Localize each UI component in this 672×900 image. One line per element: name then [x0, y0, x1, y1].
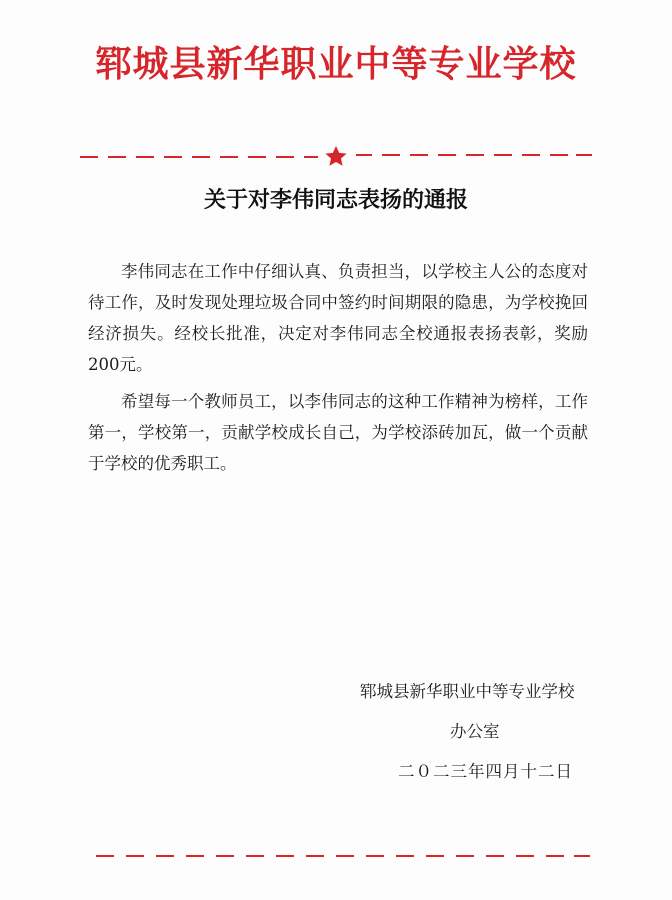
notice-body	[88, 256, 588, 485]
signature-department: 办公室	[450, 722, 500, 741]
body-paragraph: 李伟同志在工作中仔细认真、负责担当，以学校主人公的态度对待工作，及时发现处理垃圾合同中签约时间期限的隐患，为学校挽回经济损失。经校长批准，决定对李伟同志全校通报表扬表彰，奖励200元。	[88, 262, 588, 374]
red-divider-top	[80, 146, 592, 166]
signature-date: 二０二三年四月十二日	[398, 762, 573, 781]
masthead-school-name: 郓城县新华职业中等专业学校	[95, 44, 577, 85]
signature-organization: 郓城县新华职业中等专业学校	[360, 682, 575, 701]
notice-title: 关于对李伟同志表扬的通报	[203, 188, 468, 213]
red-divider-bottom	[96, 850, 590, 862]
star-icon	[325, 146, 346, 166]
body-paragraph: 希望每一个教师员工，以李伟同志的这种工作精神为榜样，工作第一，学校第一，贡献学校成长自己，为学校添砖加瓦，做一个贡献于学校的优秀职工。	[88, 392, 588, 473]
